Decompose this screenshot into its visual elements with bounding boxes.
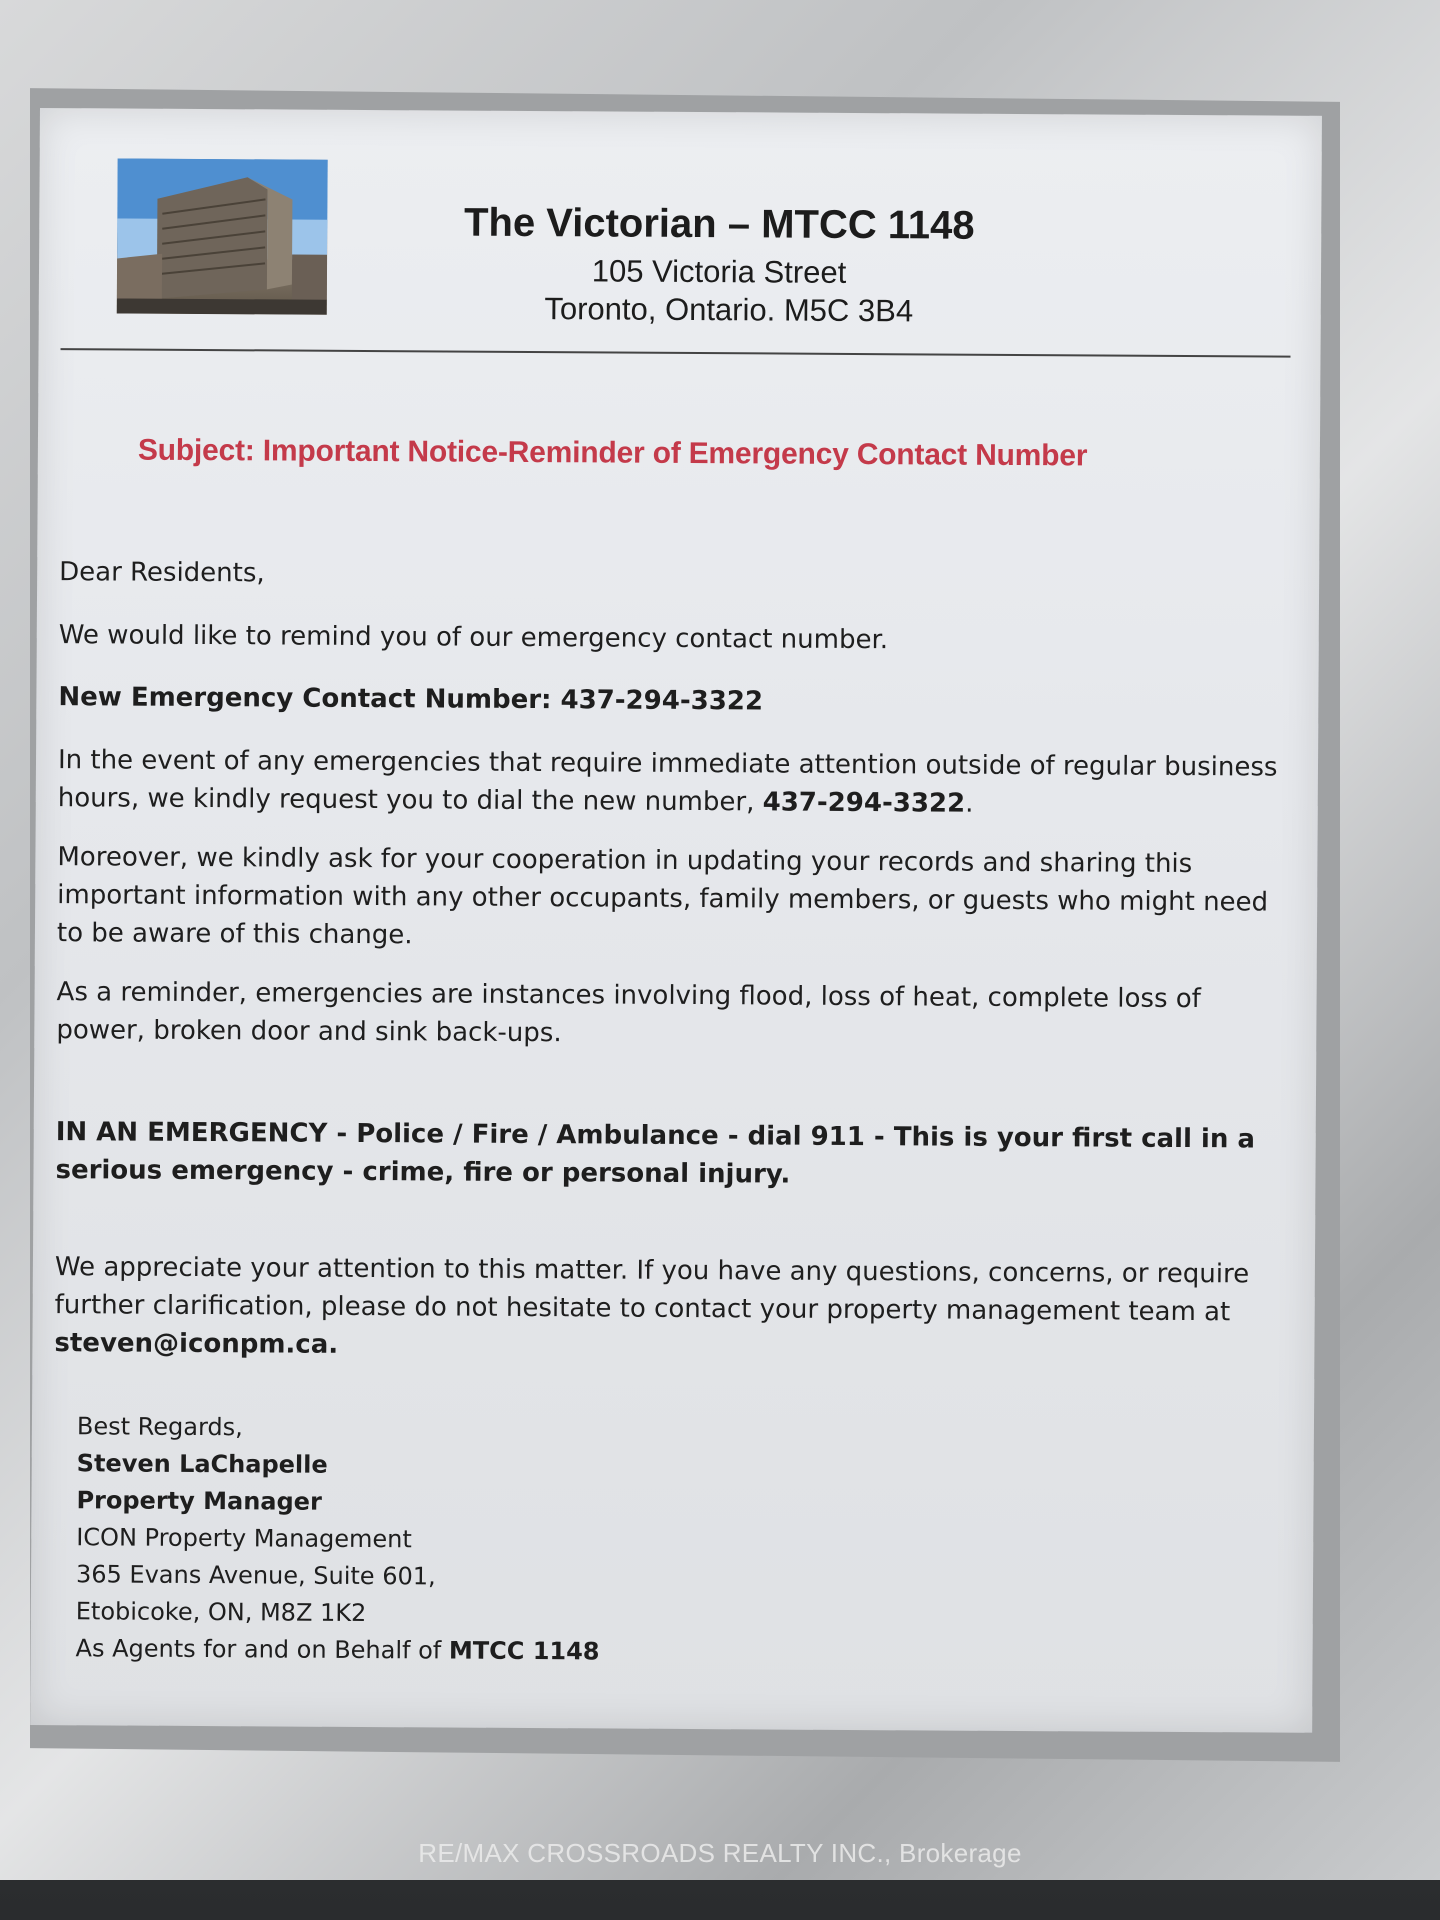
contact-email: steven@iconpm.ca.: [54, 1328, 339, 1360]
paragraph-appreciate-text: We appreciate your attention to this matter. If you have any questions, concerns, or require further clarification, please do not hesitate to contact your property management team at: [54, 1252, 1250, 1328]
address-street: 105 Victoria Street: [591, 253, 847, 290]
building-title: The Victorian – MTCC 1148: [463, 200, 975, 248]
closing: Best Regards,: [76, 1412, 243, 1442]
paragraph-emergency-hours: [58, 741, 1298, 825]
agents-line: [75, 1630, 599, 1670]
notice-subject: Subject: Important Notice-Reminder of Emergency Contact Number: [137, 433, 1088, 473]
company-street: 365 Evans Avenue, Suite 601,: [75, 1560, 436, 1591]
header-divider: [61, 348, 1291, 358]
brokerage-watermark: RE/MAX CROSSROADS REALTY INC., Brokerage: [418, 1838, 1022, 1868]
signer-role: Property Manager: [76, 1486, 322, 1516]
agents-entity: MTCC 1148: [448, 1636, 600, 1666]
address-city: Toronto, Ontario. M5C 3B4: [544, 291, 914, 329]
paragraph-emergency-types: As a reminder, emergencies are instances involving flood, loss of heat, complete loss of power, broken door and sink back-ups.: [56, 977, 1201, 1049]
signer-name: Steven LaChapelle: [76, 1449, 328, 1479]
paragraph-number: 437-294-3322: [762, 787, 966, 819]
new-number-label: New Emergency Contact Number:: [58, 682, 552, 716]
new-number-line: [58, 678, 1298, 724]
new-number-value: 437-294-3322: [560, 685, 764, 717]
agents-prefix: As Agents for and on Behalf of: [75, 1634, 442, 1665]
notice-paper: [30, 108, 1322, 1733]
paragraph-appreciate: [54, 1248, 1295, 1370]
company-city: Etobicoke, ON, M8Z 1K2: [75, 1597, 367, 1628]
remind-line: We would like to remind you of our emergency contact number.: [58, 620, 889, 656]
building-photo-icon: [117, 158, 328, 314]
greeting: Dear Residents,: [59, 557, 265, 589]
signature-block: [75, 1408, 601, 1670]
company-name: ICON Property Management: [76, 1523, 412, 1554]
paragraph-emergency-hours-text: In the event of any emergencies that require immediate attention outside of regular business hours, we kindly request you to dial the new number,: [57, 745, 1278, 818]
paragraph-period: .: [965, 788, 974, 819]
paragraph-cooperation: Moreover, we kindly ask for your cooperation in updating your records and sharing this important information with any other occupants, family members, or guests who might need to be aware of this change.: [56, 842, 1269, 951]
paragraph-911: IN AN EMERGENCY - Police / Fire / Ambulance - dial 911 - This is your first call in a serious emergency - crime, fire or personal injury.: [55, 1117, 1256, 1190]
